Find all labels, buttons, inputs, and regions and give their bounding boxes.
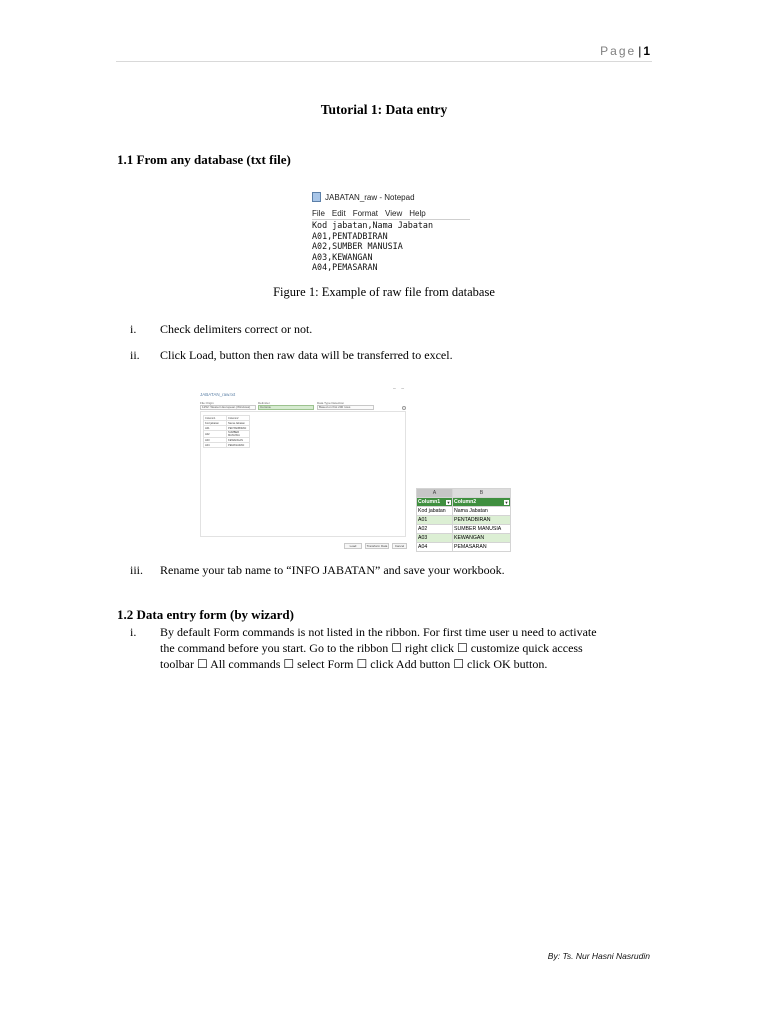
table-cell: A03 (204, 438, 227, 443)
table-cell: Column1 (204, 416, 227, 421)
notepad-menu-view: View (385, 209, 403, 218)
notepad-title-bar (312, 190, 415, 204)
load-dialog-screenshot (196, 386, 412, 554)
preview-table (203, 415, 250, 448)
field-header[interactable] (417, 498, 453, 507)
table-row (417, 507, 511, 516)
data-type-detection-select[interactable]: Based on first 200 rows (317, 405, 374, 410)
table-header-row (417, 498, 511, 507)
step-text: Click Load, button then raw data will be transferred to excel. (160, 348, 453, 362)
page-separator: | (638, 44, 642, 58)
table-cell[interactable]: PEMASARAN (453, 543, 511, 552)
table-cell: Kod jabatan (204, 421, 227, 426)
figure-1-caption: Figure 1: Example of raw file from database (273, 285, 495, 299)
table-row (417, 516, 511, 525)
table-row (417, 525, 511, 534)
column-header-row (417, 489, 511, 498)
transform-data-button[interactable]: Transform Data (366, 544, 388, 548)
table-cell[interactable]: Kod jabatan (417, 507, 453, 516)
step-text: Check delimiters correct or not. (160, 322, 313, 336)
step-number: i. (130, 322, 137, 336)
table-cell[interactable]: PENTADBIRAN (453, 516, 511, 525)
column-header-b[interactable]: B (453, 489, 511, 498)
delimiter-select[interactable]: Comma (258, 405, 314, 410)
table-cell[interactable]: A02 (417, 525, 453, 534)
field-header[interactable] (453, 498, 511, 507)
notepad-figure (312, 190, 472, 276)
section-1-1-heading: 1.1 From any database (txt file) (117, 152, 291, 167)
section-1-2-step-text (160, 624, 640, 672)
table-row (204, 443, 250, 448)
table-cell: PEMASARAN (227, 443, 250, 448)
paragraph-line: By default Form commands is not listed in the ribbon. For first time user u need to activate (160, 625, 597, 639)
dialog-settings-icon[interactable] (402, 406, 406, 410)
step-number: iii. (130, 563, 144, 577)
notepad-icon (312, 192, 321, 202)
table-cell[interactable]: A01 (417, 516, 453, 525)
table-cell[interactable]: Nama Jabatan (453, 507, 511, 516)
notepad-line: A03,KEWANGAN (312, 251, 373, 262)
cancel-button[interactable]: Cancel (392, 543, 407, 549)
field-header-label: Column2 (454, 499, 477, 505)
notepad-line: A01,PENTADBIRAN (312, 230, 388, 241)
file-origin-label: File Origin (200, 401, 214, 405)
table-cell[interactable]: A03 (417, 534, 453, 543)
table-cell[interactable]: SUMBER MANUSIA (453, 525, 511, 534)
table-row (204, 431, 250, 438)
excel-table-screenshot (416, 488, 510, 556)
table-row (417, 543, 511, 552)
table-cell: SUMBER MANUSIA (227, 431, 250, 438)
table-cell: Nama Jabatan (227, 421, 250, 426)
author-footer: By: Ts. Nur Hasni Nasrudin (547, 951, 650, 961)
table-row (417, 534, 511, 543)
notepad-menu-format: Format (352, 209, 379, 218)
notepad-content (312, 220, 433, 273)
table-cell: KEWANGAN (227, 438, 250, 443)
field-header-label: Column1 (418, 499, 441, 505)
dialog-preview-pane (200, 411, 406, 537)
document-title: Tutorial 1: Data entry (320, 102, 448, 117)
notepad-line: Kod jabatan,Nama Jabatan (312, 220, 434, 230)
page-number-header (600, 44, 650, 58)
step-number: i. (130, 625, 137, 639)
notepad-menu-help: Help (409, 209, 426, 218)
delimiter-label: Delimiter (258, 401, 270, 405)
step-number: ii. (130, 348, 140, 362)
notepad-menu-edit: Edit (331, 209, 346, 218)
table-cell: PENTADBIRAN (227, 426, 250, 431)
notepad-line: A04,PEMASARAN (312, 262, 378, 273)
load-button[interactable]: Load (344, 543, 362, 549)
table-cell[interactable]: A04 (417, 543, 453, 552)
paragraph-line: toolbar ☐ All commands ☐ select Form ☐ click Add button ☐ click OK button. (160, 657, 548, 671)
filter-dropdown-icon[interactable]: ▼ (446, 500, 451, 505)
header-rule (116, 61, 652, 62)
step-text: Rename your tab name to “INFO JABATAN” and save your workbook. (160, 563, 505, 577)
notepad-window-title: JABATAN_raw - Notepad (325, 192, 415, 202)
section-1-2-heading: 1.2 Data entry form (by wizard) (117, 607, 294, 622)
table-cell[interactable]: KEWANGAN (453, 534, 511, 543)
dialog-window-controls: – – (393, 386, 406, 392)
table-cell: A04 (204, 443, 227, 448)
table-cell: A02 (204, 431, 227, 438)
table-cell: Column2 (227, 416, 250, 421)
column-header-a[interactable]: A (417, 489, 453, 498)
notepad-menu-file: File (312, 209, 325, 218)
page-number: 1 (643, 44, 650, 58)
dialog-title: JABATAN_raw.txt (200, 392, 236, 397)
file-origin-select[interactable]: 1252: Western European (Windows) (200, 405, 256, 410)
paragraph-line: the command before you start. Go to the ribbon ☐ right click ☐ customize quick access (160, 641, 583, 655)
notepad-menu-bar (312, 209, 470, 220)
filter-dropdown-icon[interactable]: ▼ (504, 500, 509, 505)
data-type-detection-label: Data Type Detection (317, 401, 345, 405)
excel-table (416, 488, 511, 552)
page-word: Page (600, 44, 637, 58)
table-cell: A01 (204, 426, 227, 431)
notepad-line: A02,SUMBER MANUSIA (312, 241, 403, 252)
